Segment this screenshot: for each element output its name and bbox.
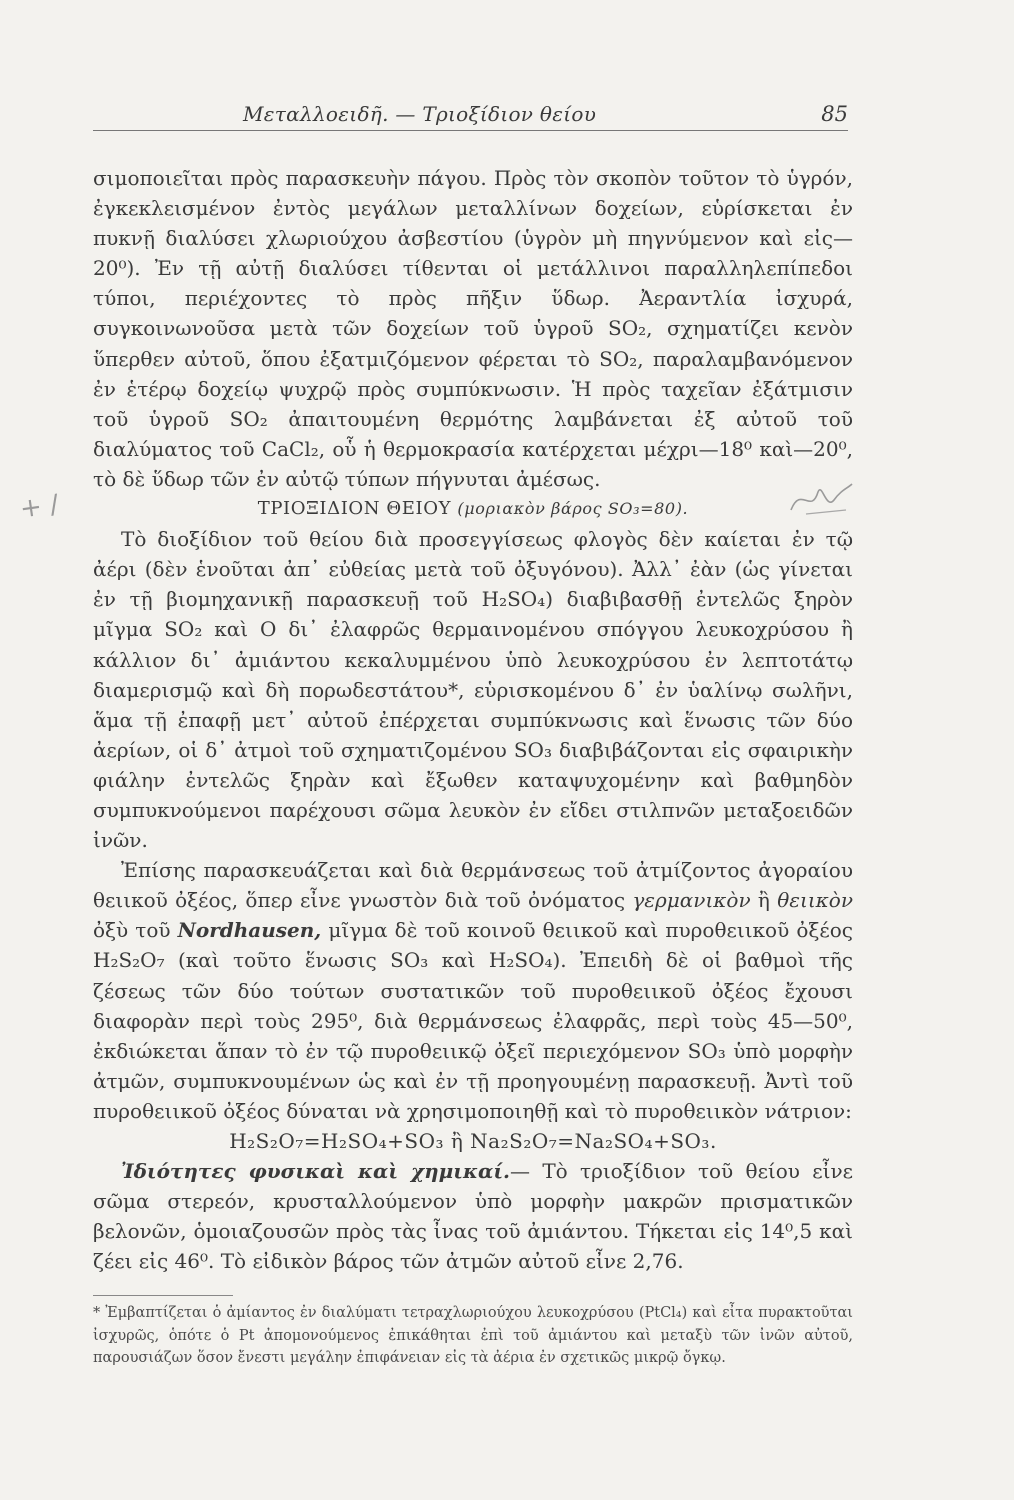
term-nordhausen: Nordhausen, [177, 918, 322, 943]
paragraph-2: Τὸ διοξίδιον τοῦ θείου διὰ προσεγγίσεως φλογὸς δὲν καίεται ἐν τῷ ἀέρι (δὲν ἑνοῦται ἀπ᾽ εὐθείας μετὰ τοῦ ὀξυγόνου). Ἀλλ᾽ ἐὰν (ὡς γίνεται ἐν τῇ βιομηχανικῇ παρασκευῇ τοῦ H₂SO₄) διαβιβασθῇ ἐντελῶς ξηρὸν μῖγμα SO₂ καὶ O δι᾽ ἐλαφρῶς θερμαινομένου σπόγγου λευκοχρύσου ἢ κάλλιον δι᾽ ἀμιάντου κεκαλυμμένου ὑπὸ λευκοχρύσου ἐν λεπτοτάτῳ διαμερισμῷ καὶ δὴ πορωδεστάτου*, εὑρισκομένου δ᾽ ἐν ὑαλίνῳ σωλῆνι, ἅμα τῇ ἐπαφῇ μετ᾽ αὐτοῦ ἐπέρχεται συμπύκνωσις καὶ ἕνωσις τῶν δύο ἀερίων, οἱ δ᾽ ἀτμοὶ τοῦ σχηματιζομένου SO₃ διαβιβάζονται εἰς σφαιρικὴν φιάλην ἐντελῶς ξηρὰν καὶ ἔξωθεν καταψυχομένην καὶ βαθμηδὸν συμπυκνούμενοι παρέχουσι σῶμα λευκὸν ἐν εἴδει στιλπνῶν μεταξοειδῶν ἰνῶν. [93, 527, 853, 853]
running-title: Μεταλλοειδῆ. — Τριοξίδιον θείου [243, 102, 597, 126]
section-title-note: (μοριακὸν βάρος SO₃=80). [457, 499, 689, 519]
footnote-text: * Ἐμβαπτίζεται ὁ ἀμίαντος ἐν διαλύματι τετραχλωριούχου λευκοχρύσου (PtCl₄) καὶ εἶτα πυρακτοῦται ἰσχυρῶς, ὁπότε ὁ Pt ἀπομονούμενος ἐπικάθηται ἐπὶ τοῦ ἀμιάντου καὶ μεταξὺ τῶν ἰνῶν αὐτοῦ, παρουσιάζων ὅσον ἔνεστι μεγάλην ἐπιφάνειαν εἰς τὰ ἀέρια ἐν σχετικῶς μικρῷ ὄγκῳ. [93, 1305, 853, 1366]
paragraph-4 [93, 1156, 853, 1276]
paragraph-3-text-a: Ἐπίσης παρασκευάζεται καὶ διὰ θερμάνσεως τοῦ ἀτμίζοντος ἀγοραίου θειικοῦ ὀξέος, ὅπερ εἶνε γνωστὸν διὰ τοῦ ὀνόματος [93, 858, 853, 913]
paragraph-3 [93, 855, 853, 1126]
chemical-formula: H₂S₂O₇=H₂SO₄+SO₃ ἢ Na₂S₂O₇=Na₂SO₄+SO₃. [229, 1129, 717, 1153]
properties-heading: Ἰδιότητες φυσικαὶ καὶ χημικαί. [121, 1159, 511, 1184]
main-text [93, 163, 853, 1276]
footnote [93, 1302, 853, 1370]
section-heading [93, 494, 853, 524]
page-header [93, 96, 848, 131]
paragraph-3-text-d: μῖγμα δὲ τοῦ κοινοῦ θειικοῦ καὶ πυροθειικοῦ ὀξέος H₂S₂O₇ (καὶ τοῦτο ἕνωσις SO₃ καὶ H₂SO₄). Ἐπειδὴ δὲ οἱ βαθμοὶ τῆς ζέσεως τῶν δύο τούτων συστατικῶν τοῦ πυροθειικοῦ ὀξέος ἔχουσι διαφορὰν περὶ τοὺς 295⁰, διὰ θερμάνσεως ἐλαφρᾶς, περὶ τοὺς 45—50⁰, ἐκδιώκεται ἅπαν τὸ ἐν τῷ πυροθειικῷ ὀξεῖ περιεχόμενον SO₃ ὑπὸ μορφὴν ἀτμῶν, συμπυκνουμένων ὡς καὶ ἐν τῇ προηγουμένῃ παρασκευῇ. Ἀντὶ τοῦ πυροθειικοῦ ὀξέος δύναται νὰ χρησιμοποιηθῇ καὶ τὸ πυροθειικὸν νάτριον: [93, 918, 853, 1123]
term-theiikon: θειικὸν [777, 888, 853, 913]
section-title: ΤΡΙΟΞΙΔΙΟΝ ΘΕΙΟΥ [257, 498, 452, 520]
properties-text: — Τὸ τριοξίδιον τοῦ θείου εἶνε σῶμα στερεόν, κρυσταλλούμενον ὑπὸ μορφὴν μακρῶν πρισματικῶν βελονῶν, ὁμοιαζουσῶν πρὸς τὰς ἶνας τοῦ ἀμιάντου. Τήκεται εἰς 14⁰,5 καὶ ζέει εἰς 46⁰. Τὸ εἰδικὸν βάρος τῶν ἀτμῶν αὐτοῦ εἶνε 2,76. [93, 1159, 853, 1274]
paragraph-1: σιμοποιεῖται πρὸς παρασκευὴν πάγου. Πρὸς τὸν σκοπὸν τοῦτον τὸ ὑγρόν, ἐγκεκλεισμένον ἐντὸς μεγάλων μεταλλίνων δοχείων, εὑρίσκεται ἐν πυκνῇ διαλύσει χλωριούχου ἀσβεστίου (ὑγρὸν μὴ πηγνύμενον καὶ εἰς—20⁰). Ἐν τῇ αὐτῇ διαλύσει τίθενται οἱ μετάλλινοι παραλληλεπίπεδοι τύποι, περιέχοντες τὸ πρὸς πῆξιν ὕδωρ. Ἀεραντλία ἰσχυρά, συγκοινωνοῦσα μετὰ τῶν δοχείων τοῦ ὑγροῦ SO₂, σχηματίζει κενὸν ὕπερθεν αὐτοῦ, ὅπου ἐξατμιζόμενον φέρεται τὸ SO₂, παραλαμβανόμενον ἐν ἑτέρῳ δοχείῳ ψυχρῷ πρὸς συμπύκνωσιν. Ἡ πρὸς ταχεῖαν ἐξάτμισιν τοῦ ὑγροῦ SO₂ ἀπαιτουμένη θερμότης λαμβάνεται ἐξ αὐτοῦ τοῦ διαλύματος τοῦ CaCl₂, οὗ ἡ θερμοκρασία κατέρχεται μέχρι—18⁰ καὶ—20⁰, τὸ δὲ ὕδωρ τῶν ἐν αὐτῷ τύπων πήγνυται ἀμέσως. [93, 166, 853, 491]
pencil-margin-mark: + / [18, 489, 61, 525]
paragraph-3-text-c: ὀξὺ τοῦ [93, 918, 178, 943]
footnote-divider [93, 1295, 233, 1296]
pencil-scribble-icon [786, 480, 856, 524]
term-germanikon: γερμανικὸν [632, 888, 751, 913]
paragraph-3-text-b: ἢ [750, 888, 778, 913]
page-number: 85 [821, 102, 848, 126]
